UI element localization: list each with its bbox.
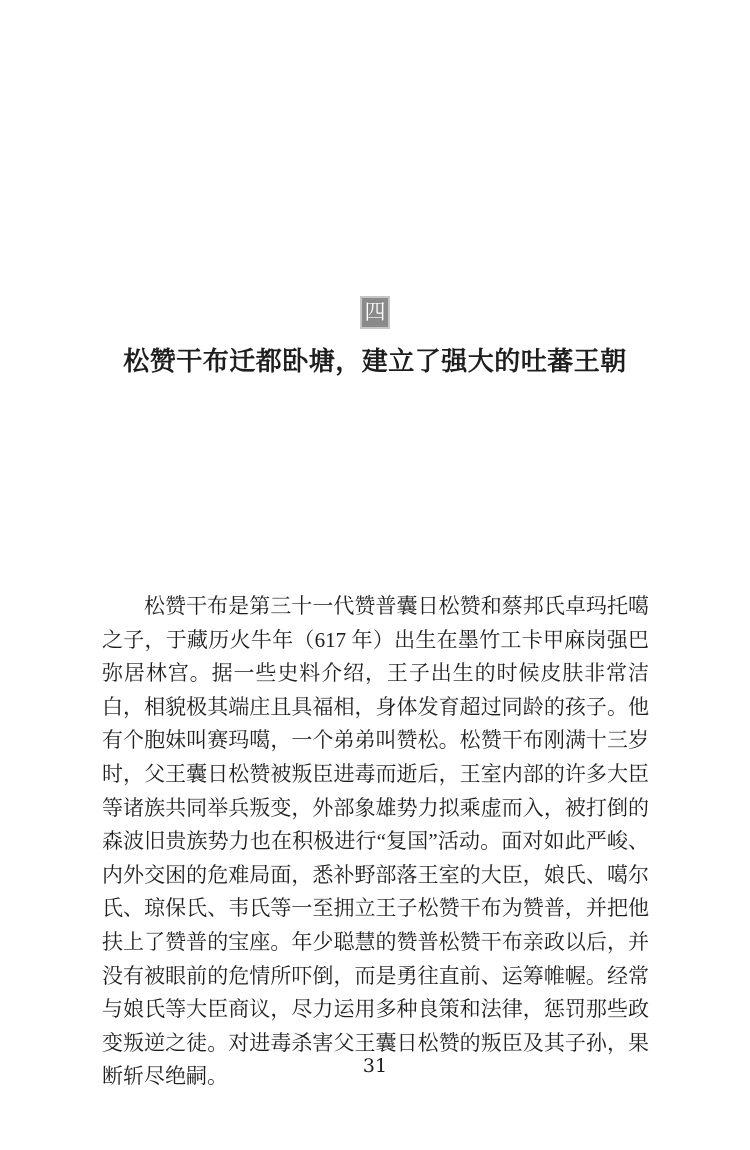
chapter-number: 四	[364, 300, 386, 324]
body-paragraph: 松赞干布是第三十一代赞普囊日松赞和蔡邦氏卓玛托噶之子，于藏历火牛年（617 年）出生在墨竹工卡甲麻岗强巴弥居林宫。据一些史料介绍，王子出生的时候皮肤非常洁白，相貌极其端庄且具福相，身体发育超过同龄的孩子。他有个胞妹叫赛玛噶，一个弟弟叫赞松。松赞干布刚满十三岁时，父王囊日松赞被叛臣进毒而逝后，王室内部的许多大臣等诸族共同举兵叛变，外部象雄势力拟乘虚而入，被打倒的森波旧贵族势力也在积极进行“复国”活动。面对如此严峻、内外交困的危难局面，悉补野部落王室的大臣，娘氏、噶尔氏、琼保氏、韦氏等一至拥立王子松赞干布为赞普，并把他扶上了赞普的宝座。年少聪慧的赞普松赞干布亲政以后，并没有被眼前的危情所吓倒，而是勇往直前、运筹帷幄。经常与娘氏等大臣商议，尽力运用多种良策和法律，惩罚那些政变叛逆之徒。对进毒杀害父王囊日松赞的叛臣及其子孙，果断斩尽绝嗣。	[102, 594, 649, 1089]
chapter-title: 松赞干布迁都卧塘，建立了强大的吐蕃王朝	[123, 347, 627, 376]
page-number: 31	[362, 1055, 388, 1077]
chapter-number-badge	[360, 296, 390, 329]
